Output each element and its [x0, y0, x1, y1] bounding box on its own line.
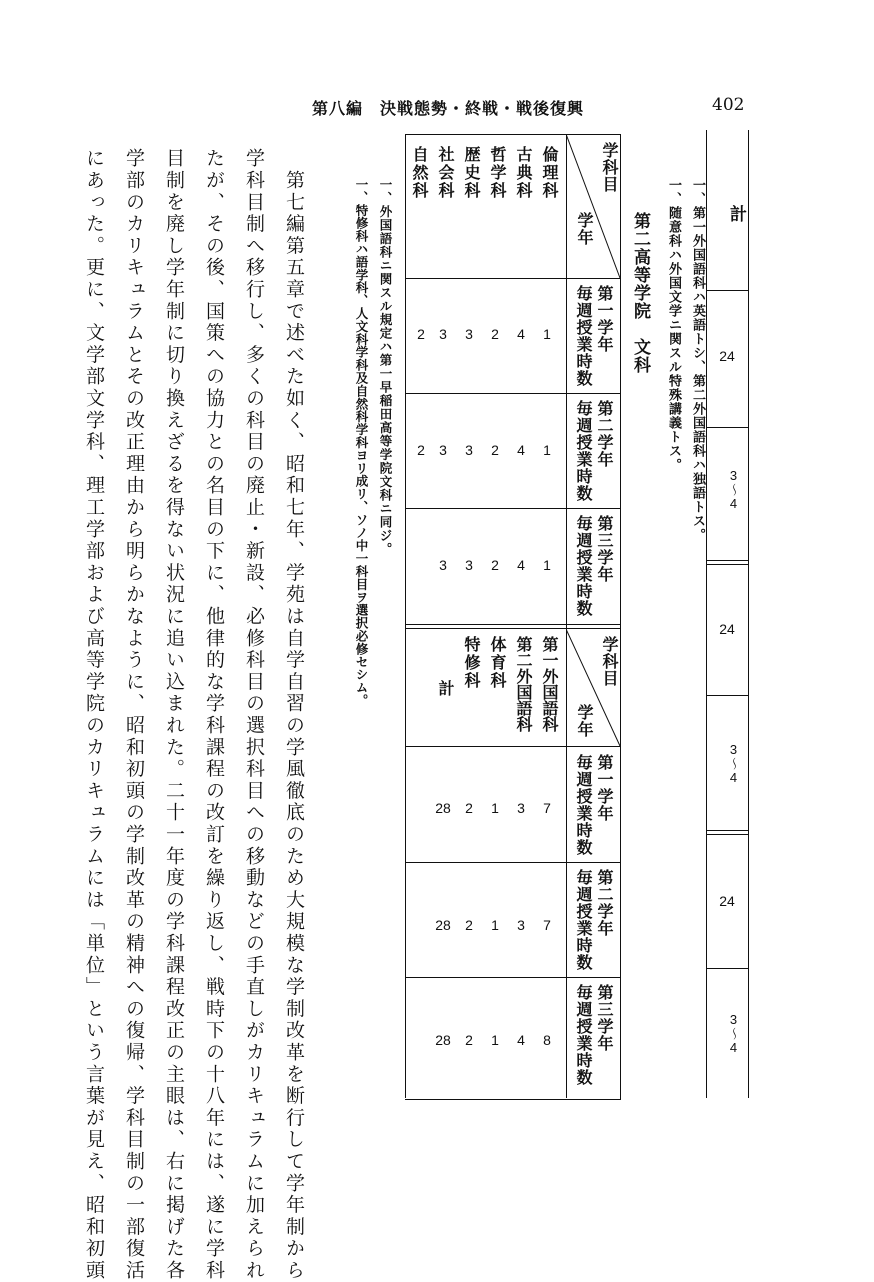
hours-cell: 4 — [517, 1032, 525, 1048]
body-text-line: 学部のカリキュラムとその改正理由から明らかなように、昭和初頭の学制改革の精神への復帰、学科目制の一部復活 — [123, 148, 145, 1282]
page-number: 402 — [712, 95, 745, 115]
hours-cell: 3 — [465, 442, 473, 458]
corner-year-label: 学年 — [575, 704, 594, 738]
hours-cell: 2 — [417, 442, 425, 458]
subject-name: 哲学科 — [488, 146, 507, 200]
table-row-rule — [405, 508, 620, 509]
table-row-rule — [405, 977, 620, 978]
year-header-sub: 毎週授業時数 — [574, 754, 593, 856]
hours-cell: 2 — [491, 557, 499, 573]
subject-name: 自然科 — [410, 146, 429, 200]
running-title: 第八編 決戦態勢・終戦・戦後復興 — [312, 99, 585, 118]
subject-name: 古典科 — [514, 146, 533, 200]
right-table-rule — [706, 968, 748, 969]
body-text-line: 学科目制へ移行し、多くの科目の廃止・新設、必修科目の選択科目への移動などの手直しがカリキュラムに加えられ — [243, 148, 265, 1282]
subject-name: 第二外国語科 — [514, 636, 533, 732]
hours-cell: 4 — [517, 557, 525, 573]
right-table-double-rule — [706, 830, 748, 835]
right-table-value: 24 — [719, 893, 735, 909]
hours-cell: 2 — [491, 326, 499, 342]
hours-cell: 4 — [517, 442, 525, 458]
hours-cell: 3 — [439, 326, 447, 342]
subject-name: 特修科 — [462, 636, 481, 690]
year-header: 第二学年 — [595, 869, 614, 937]
hours-cell: 1 — [543, 557, 551, 573]
corner-year-label: 学年 — [575, 212, 594, 246]
hours-cell: 3 — [465, 557, 473, 573]
year-header: 第一学年 — [595, 754, 614, 822]
hours-cell: 8 — [543, 1032, 551, 1048]
year-header-sub: 毎週授業時数 — [574, 400, 593, 502]
body-text-line: 第七編第五章で述べた如く、昭和七年、学苑は自学自習の学風徹底のため大規模な学制改革を断行して学年制から — [283, 148, 305, 1282]
subject-name: 第一外国語科 — [540, 636, 559, 732]
year-header-sub: 毎週授業時数 — [574, 869, 593, 971]
hours-cell: 3 — [517, 800, 525, 816]
body-text-line: たが、その後、国策への協力との名目の下に、他律的な学科課程の改訂を繰り返し、戦時下の十八年には、遂に学科 — [203, 148, 225, 1282]
year-header: 第三学年 — [595, 515, 614, 583]
hours-cell: 4 — [517, 326, 525, 342]
right-table-value: 3〜4 — [726, 468, 741, 511]
hours-cell: 2 — [465, 917, 473, 933]
table-row-rule — [405, 393, 620, 394]
subject-name: 倫理科 — [540, 146, 559, 200]
body-text-line: にあった。更に、文学部文学科、理工学部および高等学院のカリキュラムには「単位」という言葉が見え、昭和初頭 — [83, 148, 105, 1282]
right-table-value: 3〜4 — [726, 1012, 741, 1055]
note-line: 一、外国語科ニ関スル規定ハ第一早稲田高等学院文科ニ同ジ。 — [378, 178, 393, 556]
body-text-line: 目制を廃し学年制に切り換えざるを得ない状況に追い込まれた。二十一年度の学科課程改正の主眼は、右に掲げた各 — [163, 148, 185, 1282]
hours-cell: 1 — [491, 917, 499, 933]
corner-subject-label: 学科目 — [600, 142, 619, 193]
table-row-rule — [405, 746, 620, 747]
hours-cell: 3 — [439, 442, 447, 458]
hours-cell: 1 — [491, 1032, 499, 1048]
corner-subject-label: 学科目 — [600, 636, 619, 687]
section-title: 第二高等学院 文科 — [630, 212, 650, 374]
subject-name: 体育科 — [488, 636, 507, 690]
hours-cell: 7 — [543, 917, 551, 933]
right-table-right-border — [748, 130, 749, 1098]
table-row-rule — [405, 278, 620, 279]
table-row-rule — [405, 862, 620, 863]
hours-cell: 3 — [439, 557, 447, 573]
year-header: 第二学年 — [595, 400, 614, 468]
hours-total: 28 — [435, 800, 451, 816]
hours-total: 28 — [435, 1032, 451, 1048]
year-header-sub: 毎週授業時数 — [574, 285, 593, 387]
hours-cell: 7 — [543, 800, 551, 816]
hours-cell: 3 — [465, 326, 473, 342]
right-table-value: 3〜4 — [726, 742, 741, 785]
hours-cell: 1 — [491, 800, 499, 816]
year-header-sub: 毎週授業時数 — [574, 515, 593, 617]
note-line: 一、随意科ハ外国文学ニ関スル特殊講義トス。 — [666, 178, 681, 472]
note-line: 一、特修科ハ語学科、人文科学科及自然科学科ヨリ成リ、ソノ中一科目ヲ選択必修セシム。 — [354, 178, 369, 707]
hours-cell: 2 — [465, 1032, 473, 1048]
year-header: 第一学年 — [595, 285, 614, 353]
hours-cell: 2 — [465, 800, 473, 816]
subject-name: 歴史科 — [462, 146, 481, 200]
year-header-sub: 毎週授業時数 — [574, 984, 593, 1086]
year-header: 第三学年 — [595, 984, 614, 1052]
subject-name: 社会科 — [436, 146, 455, 200]
hours-cell: 1 — [543, 326, 551, 342]
hours-cell: 1 — [543, 442, 551, 458]
hours-cell: 3 — [517, 917, 525, 933]
right-table-rule — [706, 290, 748, 291]
hours-total: 28 — [435, 917, 451, 933]
note-line: 一、第一外国語科ハ英語トシ、第二外国語科ハ独語トス。 — [690, 178, 705, 542]
right-table-value: 24 — [719, 348, 735, 364]
total-label: 計 — [436, 680, 455, 698]
right-table-double-rule — [706, 560, 748, 565]
hours-cell: 2 — [417, 326, 425, 342]
right-table-rule — [706, 695, 748, 696]
right-table-value: 24 — [719, 621, 735, 637]
hours-cell: 2 — [491, 442, 499, 458]
right-table-rule — [706, 427, 748, 428]
right-table-label: 計 — [726, 205, 746, 223]
